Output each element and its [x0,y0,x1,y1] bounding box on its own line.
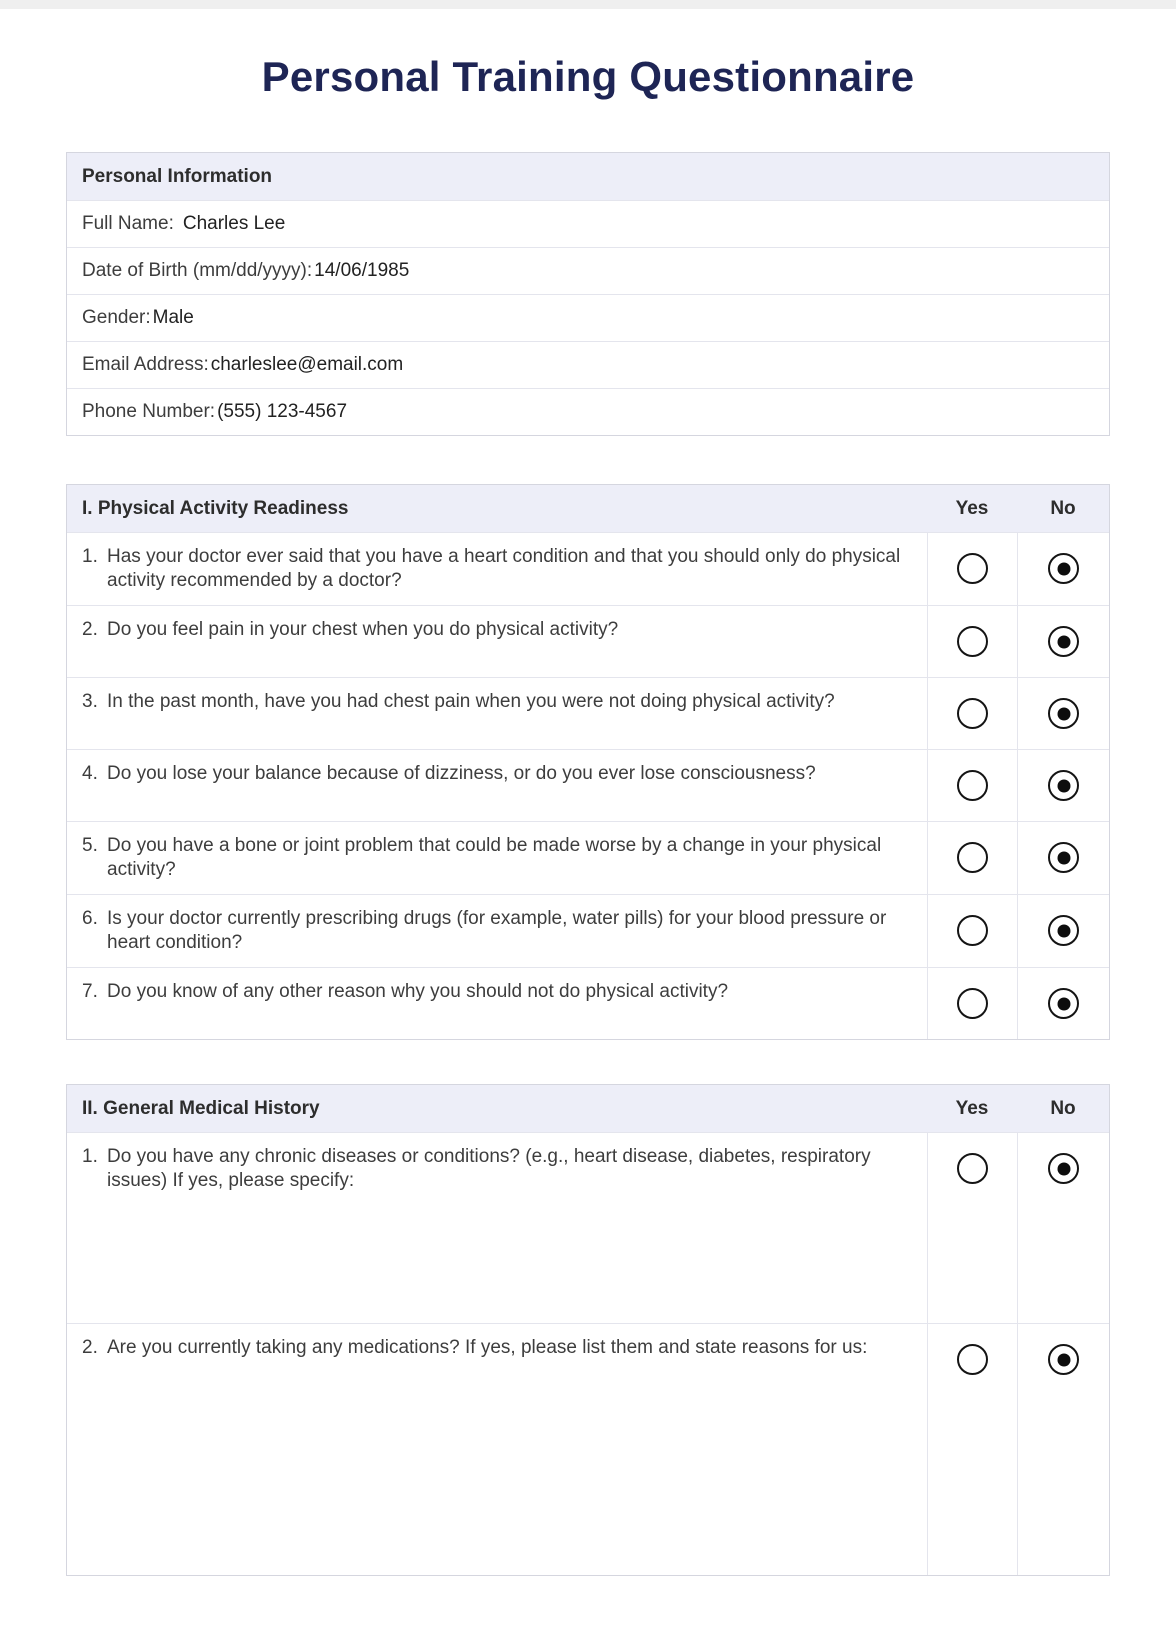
no-cell [1017,895,1109,967]
question-row [67,1323,1109,1575]
question-row [67,532,1109,605]
questionnaire-body [66,152,1110,1632]
no-column-header: No [1050,1097,1076,1119]
no-cell [1017,1133,1109,1323]
bottom-margin [66,1576,1110,1632]
section-1-header-row [67,485,1109,532]
no-radio[interactable] [1048,988,1079,1019]
no-cell [1017,968,1109,1039]
question-text: Do you feel pain in your chest when you do physical activity? [107,619,619,640]
yes-radio[interactable] [957,626,988,657]
field-label: Email Address: [82,354,209,375]
yes-cell [927,968,1017,1039]
yes-column-header: Yes [955,1097,989,1119]
question-number: 2. [82,619,98,640]
field-phone [67,388,1109,435]
personal-info-section [66,152,1110,436]
no-cell [1017,533,1109,605]
section-1-title: I. Physical Activity Readiness [82,497,349,519]
yes-cell [927,1324,1017,1575]
question-row [67,749,1109,821]
question-text-cell [67,678,927,749]
question-row [67,1132,1109,1323]
question-text-cell [67,606,927,677]
question-row [67,677,1109,749]
field-value[interactable]: 14/06/1985 [314,260,410,281]
field-value[interactable]: (555) 123-4567 [217,401,348,422]
no-cell [1017,606,1109,677]
no-radio[interactable] [1048,626,1079,657]
question-number: 5. [82,835,98,856]
question-number: 2. [82,1337,98,1358]
field-value[interactable]: Male [152,307,194,328]
question-number: 6. [82,908,98,929]
question-number: 1. [82,1146,98,1167]
no-cell [1017,678,1109,749]
yes-cell [927,895,1017,967]
field-gender [67,294,1109,341]
personal-info-header: Personal Information [67,153,1109,200]
section-physical-activity-readiness [66,484,1110,1040]
field-label: Gender: [82,307,151,328]
yes-radio[interactable] [957,842,988,873]
question-number: 1. [82,546,98,567]
field-label: Phone Number: [82,401,216,422]
question-text-cell [67,895,927,967]
yes-column-header: Yes [955,497,989,519]
yes-radio[interactable] [957,1153,988,1184]
field-date-of-birth [67,247,1109,294]
field-label: Full Name: [82,213,174,234]
no-radio[interactable] [1048,698,1079,729]
question-text: Do you know of any other reason why you should not do physical activity? [107,981,729,1002]
question-text-cell [67,750,927,821]
question-number: 7. [82,981,98,1002]
question-text: Do you lose your balance because of dizziness, or do you ever lose consciousness? [107,763,816,784]
field-email [67,341,1109,388]
question-text-cell [67,822,927,894]
no-radio[interactable] [1048,1153,1079,1184]
question-text-cell [67,1133,927,1323]
yes-cell [927,1133,1017,1323]
yes-radio[interactable] [957,698,988,729]
question-row [67,605,1109,677]
no-radio[interactable] [1048,553,1079,584]
no-column-header: No [1050,497,1076,519]
field-full-name [67,200,1109,247]
yes-cell [927,750,1017,821]
question-text: Is your doctor currently prescribing drugs (for example, water pills) for your blood pressure or heart condition? [107,908,887,953]
yes-cell [927,678,1017,749]
screenshot-top-edge [0,0,1176,9]
yes-cell [927,606,1017,677]
yes-radio[interactable] [957,770,988,801]
yes-radio[interactable] [957,553,988,584]
section-general-medical-history [66,1084,1110,1576]
question-row [67,967,1109,1039]
question-text-cell [67,968,927,1039]
question-text: Do you have any chronic diseases or conditions? (e.g., heart disease, diabetes, respiratory issues) If yes, please specify: [107,1146,871,1191]
question-text: Do you have a bone or joint problem that could be made worse by a change in your physical activity? [107,835,882,880]
no-cell [1017,750,1109,821]
question-number: 4. [82,763,98,784]
yes-radio[interactable] [957,1344,988,1375]
no-radio[interactable] [1048,770,1079,801]
section-2-title: II. General Medical History [82,1097,320,1119]
question-text-cell [67,1324,927,1575]
yes-radio[interactable] [957,988,988,1019]
question-text-cell [67,533,927,605]
yes-cell [927,533,1017,605]
field-value[interactable]: charleslee@email.com [210,354,404,375]
no-radio[interactable] [1048,1344,1079,1375]
question-row [67,894,1109,967]
field-value[interactable]: Charles Lee [182,213,286,234]
question-row [67,821,1109,894]
no-radio[interactable] [1048,915,1079,946]
yes-cell [927,822,1017,894]
question-text: Has your doctor ever said that you have a heart condition and that you should only do physical activity recommended by a doctor? [107,546,901,591]
no-cell [1017,1324,1109,1575]
field-label: Date of Birth (mm/dd/yyyy): [82,260,313,281]
question-text: Are you currently taking any medications? If yes, please list them and state reasons for us: [107,1337,868,1358]
free-text-answer-area[interactable] [82,1360,907,1563]
no-radio[interactable] [1048,842,1079,873]
no-cell [1017,822,1109,894]
yes-radio[interactable] [957,915,988,946]
free-text-answer-area[interactable] [82,1193,907,1311]
section-2-header-row [67,1085,1109,1132]
question-text: In the past month, have you had chest pain when you were not doing physical activity? [107,691,835,712]
page-title: Personal Training Questionnaire [261,53,915,100]
question-number: 3. [82,691,98,712]
